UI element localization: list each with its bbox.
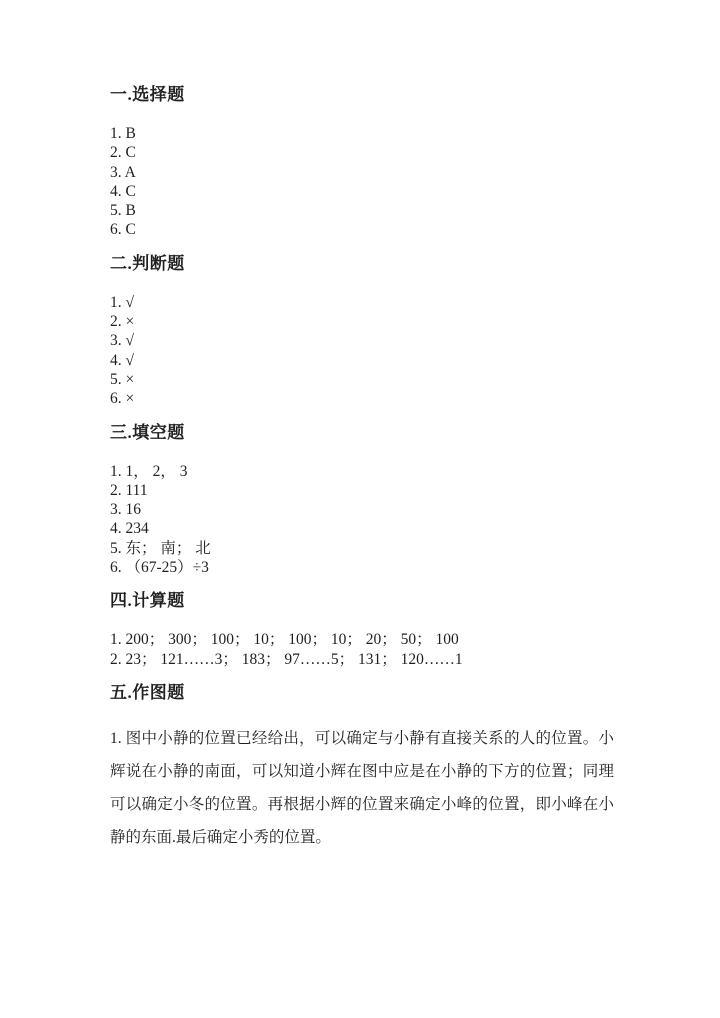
section-multiple-choice [110,84,614,240]
answer-line: 4. √ [110,351,135,369]
answer-line: 1. √ [110,293,135,311]
section-heading-drawing: 五.作图题 [110,682,185,702]
section-heading-true-false: 二.判断题 [110,253,185,273]
section-fill-blank [110,422,614,578]
answer-line: 3. √ [110,332,135,350]
true-false-answers [110,293,614,409]
section-heading-multiple-choice: 一.选择题 [110,85,185,104]
answer-line: 3. 16 [110,501,141,519]
section-calculation [110,590,614,669]
fill-blank-answers [110,462,614,578]
answer-line: 4. 234 [110,520,149,538]
answer-line: 2. C [110,144,136,162]
answer-line: 2. 23； 121……3； 183； 97……5； 131； 120……1 [110,650,463,668]
section-heading-calculation: 四.计算题 [110,591,185,611]
answer-line: 6. C [110,221,136,239]
multiple-choice-answers [110,124,614,240]
section-drawing [110,682,614,854]
answer-line: 6. × [110,390,135,408]
answer-line: 5. B [110,202,136,220]
answer-line: 6. （67-25）÷3 [110,559,209,577]
section-true-false [110,253,614,409]
answer-line: 5. × [110,370,135,388]
answer-line: 1. 200； 300； 100； 10； 100； 10； 20； 50； 100 [110,631,459,649]
answer-line: 2. 111 [110,481,148,499]
answer-line: 5. 东； 南； 北 [110,539,211,557]
calculation-answers [110,630,614,669]
answer-line: 4. C [110,182,136,200]
drawing-answer-paragraph: 1. 图中小静的位置已经给出，可以确定与小静有直接关系的人的位置。小辉说在小静的南面，可以知道小辉在图中应是在小静的下方的位置；同理可以确定小冬的位置。再根据小辉的位置来确定小峰的位置，即小峰在小静的东面.最后确定小秀的位置。 [110,729,614,846]
section-heading-fill-blank: 三.填空题 [110,422,185,442]
answer-line: 3. A [110,163,136,181]
answer-line: 1. 1， 2， 3 [110,462,188,480]
answer-line: 2. × [110,313,135,331]
answer-line: 1. B [110,125,136,142]
